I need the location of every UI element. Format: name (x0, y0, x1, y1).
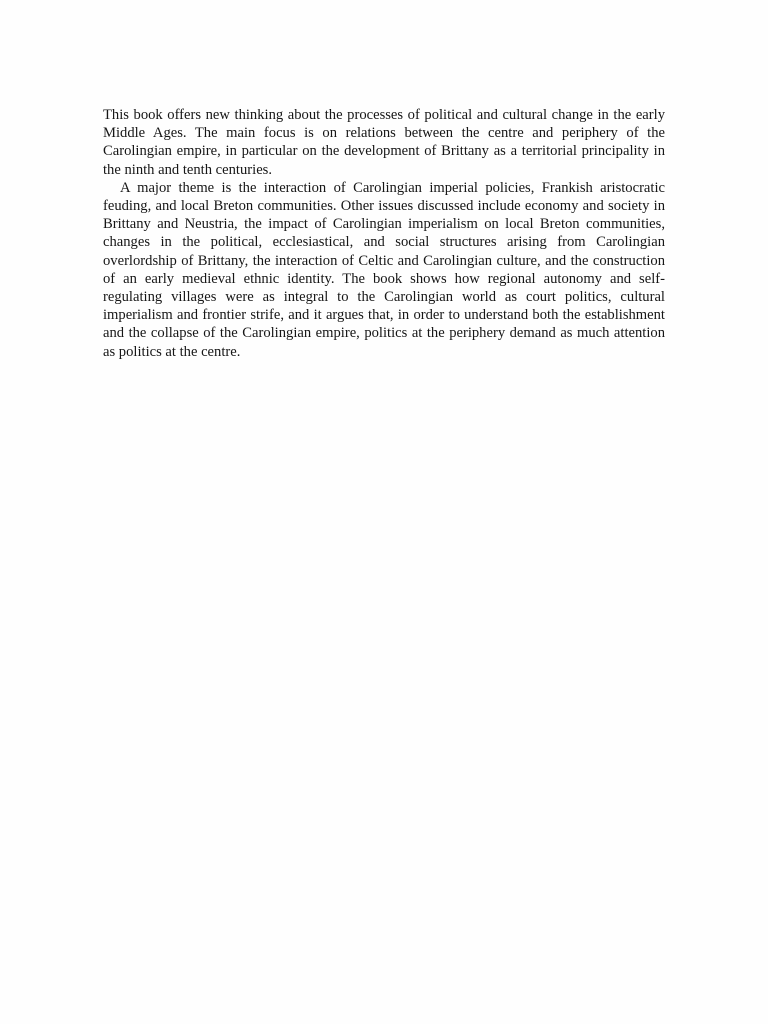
blurb-paragraph-2: A major theme is the interaction of Carolingian imperial policies, Frankish aristocratic feuding, and local Breton communities. Other issues discussed include economy and society in Brittany and Neustria, the impact of Carolingian imperialism on local Breton communities, changes in the political, ecclesiastical, and social structures arising from Carolingian overlordship of Brittany, the interaction of Celtic and Carolingian culture, and the construction of an early medieval ethnic identity. The book shows how regional autonomy and self-regulating villages were as integral to the Carolingian world as court politics, cultural imperialism and frontier strife, and it argues that, in order to understand both the establishment and the collapse of the Carolingian empire, politics at the periphery demand as much attention as politics at the centre. (103, 179, 665, 360)
blurb-text (103, 106, 665, 361)
blurb-paragraph-1: This book offers new thinking about the processes of political and cultural change in the early Middle Ages. The main focus is on relations between the centre and periphery of the Carolingian empire, in particular on the development of Brittany as a territorial principality in the ninth and tenth centuries. (103, 107, 665, 178)
